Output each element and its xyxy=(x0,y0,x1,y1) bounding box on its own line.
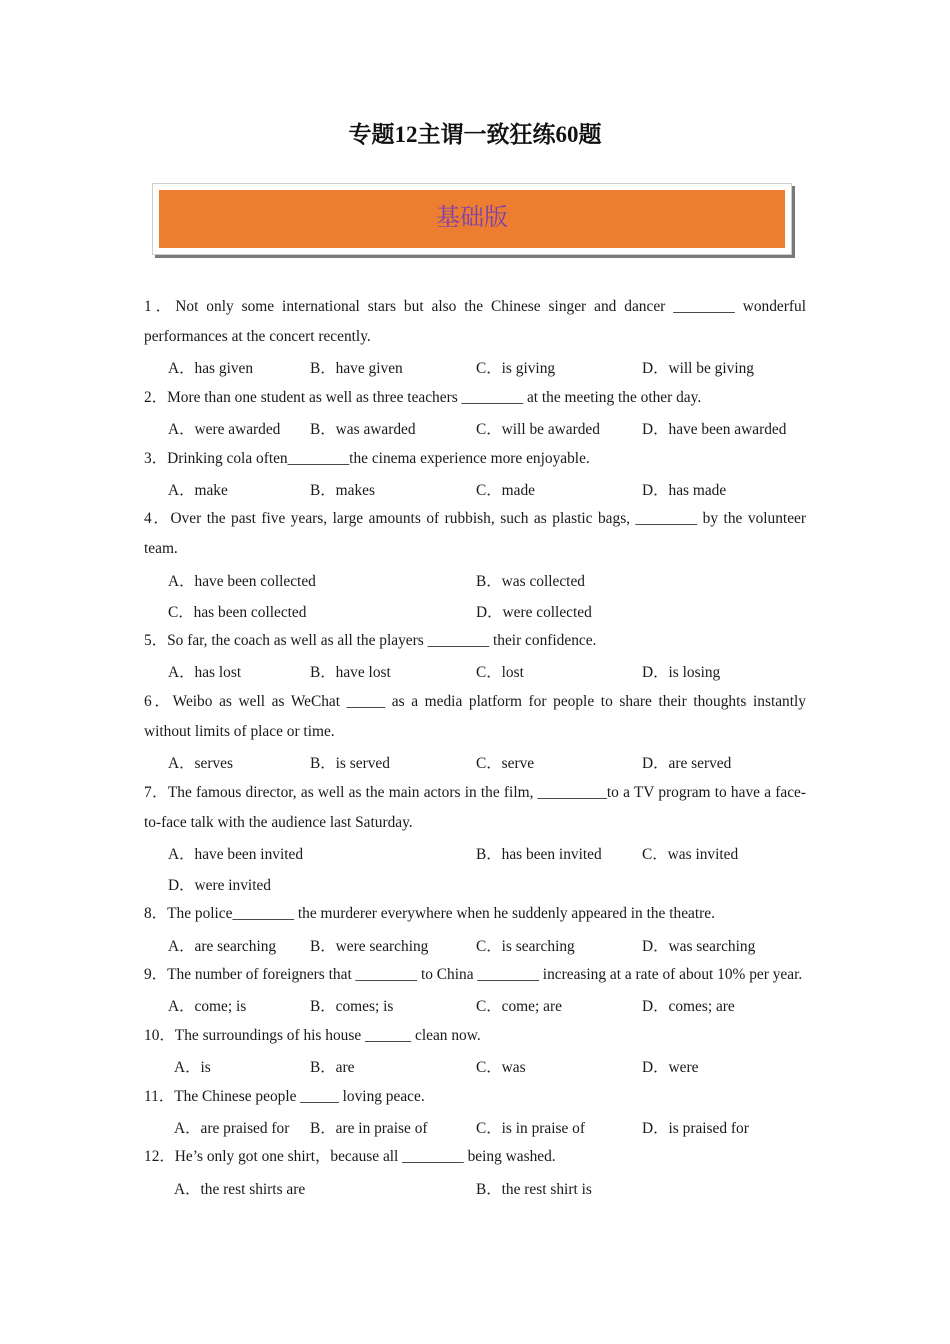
option-d[interactable]: D．will be giving xyxy=(642,360,755,378)
option-a[interactable]: A．have been invited xyxy=(168,845,304,863)
question-text: Over the past five years, large amounts of rubbish, such as plastic bags, ________ by the volunteer team. xyxy=(144,510,806,558)
banner-label: 基础版 xyxy=(436,204,508,231)
option-b[interactable]: B．the rest shirt is xyxy=(476,1180,592,1198)
question-text: Weibo as well as WeChat _____ as a media platform for people to share their thoughts instantly without limits of place or time. xyxy=(144,692,806,740)
option-c[interactable]: C．serve xyxy=(476,755,535,773)
question-stem xyxy=(144,1082,806,1112)
question-item xyxy=(144,778,806,900)
question-stem xyxy=(144,778,806,838)
question-number: 1． xyxy=(144,298,176,315)
question-item xyxy=(144,899,806,960)
question-text: The number of foreigners that ________ to China ________ increasing at a rate of about 10% per year. xyxy=(167,965,803,983)
question-text: The famous director, as well as the main actors in the film, _________to a TV program to have a face-to-face talk with the audience last Saturday. xyxy=(144,783,807,831)
question-stem xyxy=(144,292,806,352)
question-stem xyxy=(144,504,806,564)
option-a[interactable]: A．has lost xyxy=(168,664,242,682)
question-item xyxy=(144,504,806,626)
question-number: 11． xyxy=(144,1087,175,1105)
option-b[interactable]: B．were searching xyxy=(310,937,429,955)
option-row xyxy=(144,990,806,1021)
option-c[interactable]: C．will be awarded xyxy=(476,421,600,439)
option-row xyxy=(144,1112,806,1143)
option-row xyxy=(144,838,806,869)
option-d[interactable]: D．were invited xyxy=(168,876,272,894)
question-stem xyxy=(144,899,806,929)
question-item xyxy=(144,1142,806,1203)
question-item xyxy=(144,444,806,505)
option-b[interactable]: B．have given xyxy=(310,360,403,378)
option-a[interactable]: A．have been collected xyxy=(168,572,316,590)
question-number: 10． xyxy=(144,1026,175,1044)
question-stem xyxy=(144,1142,806,1172)
option-d[interactable]: D．is losing xyxy=(642,664,721,682)
option-a[interactable]: A．come; is xyxy=(168,998,247,1016)
option-b[interactable]: B．are in praise of xyxy=(310,1119,428,1137)
question-stem xyxy=(144,444,806,474)
question-number: 9． xyxy=(144,965,168,983)
option-b[interactable]: B．has been invited xyxy=(476,845,602,863)
section-banner xyxy=(152,183,792,255)
option-row xyxy=(144,595,806,626)
option-row xyxy=(144,474,806,505)
option-d[interactable]: D．is praised for xyxy=(642,1119,749,1137)
question-number: 5． xyxy=(144,631,168,649)
question-item xyxy=(144,626,806,687)
question-stem xyxy=(144,1021,806,1051)
option-b[interactable]: B．was awarded xyxy=(310,421,416,439)
option-d[interactable]: D．are served xyxy=(642,755,732,773)
option-row xyxy=(144,352,806,383)
option-a[interactable]: A．is xyxy=(174,1059,211,1077)
option-c[interactable]: C．made xyxy=(476,481,535,499)
option-c[interactable]: C．is giving xyxy=(476,360,556,378)
option-row xyxy=(144,868,806,899)
option-row xyxy=(144,929,806,960)
question-number: 8． xyxy=(144,905,168,923)
option-c[interactable]: C．is searching xyxy=(476,937,575,955)
question-list xyxy=(144,292,806,1203)
question-number: 3． xyxy=(144,449,168,467)
question-text: Not only some international stars but also the Chinese singer and dancer ________ wonderful performances at the concert recently. xyxy=(144,298,806,345)
option-row xyxy=(144,656,806,687)
option-c[interactable]: C．lost xyxy=(476,664,524,682)
question-text: More than one student as well as three teachers ________ at the meeting the other day. xyxy=(167,388,702,406)
option-c[interactable]: C．has been collected xyxy=(168,603,307,621)
option-c[interactable]: C．was xyxy=(476,1059,526,1077)
question-item xyxy=(144,687,806,778)
option-row xyxy=(144,1172,806,1203)
page-title: 专题12主谓一致狂练60题 xyxy=(348,122,602,147)
question-text: He’s only got one shirt，because all ________ being washed. xyxy=(174,1148,556,1166)
option-d[interactable]: D．comes; are xyxy=(642,998,735,1016)
question-item xyxy=(144,383,806,444)
question-number: 7． xyxy=(144,783,168,801)
question-item xyxy=(144,292,806,383)
option-row xyxy=(144,747,806,778)
question-text: The police________ the murderer everywhere when he suddenly appeared in the theatre. xyxy=(167,905,715,923)
question-item xyxy=(144,1082,806,1143)
option-a[interactable]: A．were awarded xyxy=(168,421,281,439)
question-number: 6． xyxy=(144,692,173,710)
option-d[interactable]: D．have been awarded xyxy=(642,421,787,439)
option-row xyxy=(144,1051,806,1082)
option-row xyxy=(144,413,806,444)
option-c[interactable]: C．come; are xyxy=(476,998,562,1016)
option-b[interactable]: B．is served xyxy=(310,755,390,773)
question-stem xyxy=(144,960,806,990)
question-number: 2． xyxy=(144,388,168,406)
option-a[interactable]: A．are praised for xyxy=(174,1119,290,1137)
option-b[interactable]: B．are xyxy=(310,1059,355,1077)
question-text: Drinking cola often________the cinema experience more enjoyable. xyxy=(167,449,590,467)
option-a[interactable]: A．the rest shirts are xyxy=(174,1180,306,1198)
banner-fill xyxy=(159,190,785,248)
question-item xyxy=(144,960,806,1021)
option-c[interactable]: C．is in praise of xyxy=(476,1119,586,1137)
question-number: 4． xyxy=(144,510,171,528)
option-b[interactable]: B．was collected xyxy=(476,572,585,590)
option-a[interactable]: A．make xyxy=(168,481,228,499)
question-item xyxy=(144,1021,806,1082)
question-text: So far, the coach as well as all the players ________ their confidence. xyxy=(167,631,597,649)
question-stem xyxy=(144,626,806,656)
option-c[interactable]: C．was invited xyxy=(642,845,739,863)
option-row xyxy=(144,564,806,595)
option-d[interactable]: D．was searching xyxy=(642,937,756,955)
question-stem xyxy=(144,687,806,747)
option-d[interactable]: D．were xyxy=(642,1059,699,1077)
question-stem xyxy=(144,383,806,413)
option-b[interactable]: B．makes xyxy=(310,481,375,499)
option-b[interactable]: B．comes; is xyxy=(310,998,394,1016)
option-b[interactable]: B．have lost xyxy=(310,664,391,682)
option-d[interactable]: D．were collected xyxy=(476,603,592,621)
question-number: 12． xyxy=(144,1148,175,1166)
option-a[interactable]: A．are searching xyxy=(168,937,277,955)
option-a[interactable]: A．serves xyxy=(168,755,233,773)
question-text: The surroundings of his house ______ clean now. xyxy=(174,1026,481,1044)
option-a[interactable]: A．has given xyxy=(168,360,254,378)
option-d[interactable]: D．has made xyxy=(642,481,727,499)
question-text: The Chinese people _____ loving peace. xyxy=(174,1087,425,1105)
